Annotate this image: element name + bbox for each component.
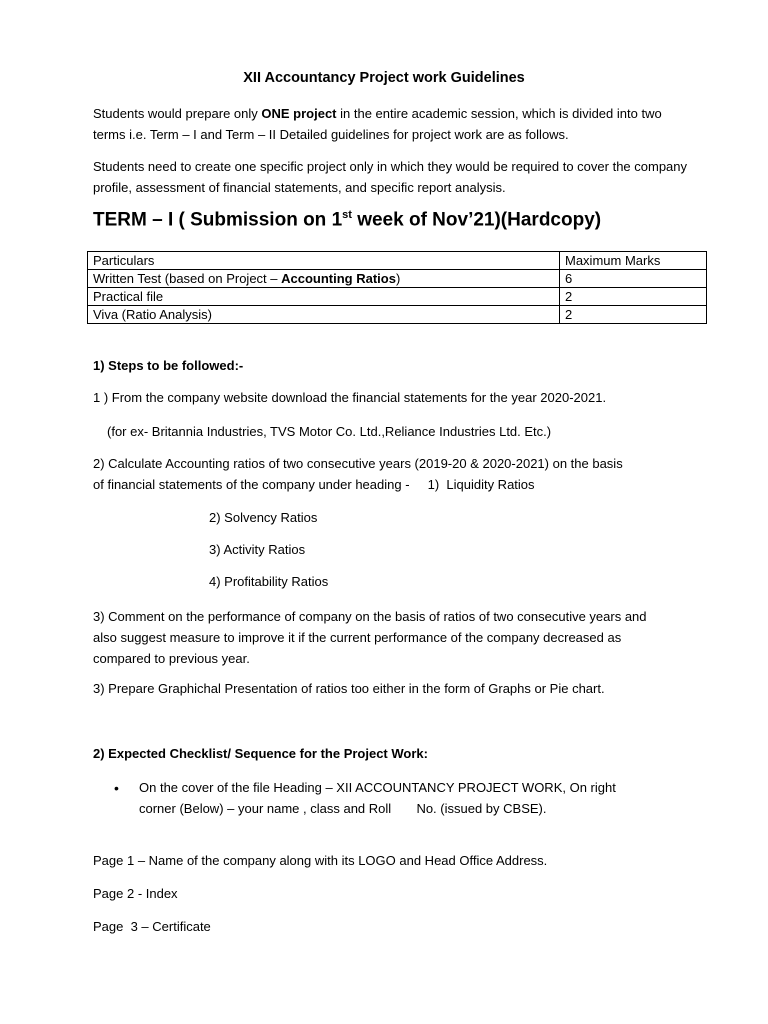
row-marks: 2 (560, 306, 707, 324)
ratio-item-activity: 3) Activity Ratios (209, 542, 306, 557)
header-particulars: Particulars (88, 252, 560, 270)
bullet-text-line-1: On the cover of the file Heading – XII ACCOUNTANCY PROJECT WORK, On right (139, 780, 616, 795)
row-particulars: Viva (Ratio Analysis) (88, 306, 560, 324)
term-heading-suffix: week of Nov’21)(Hardcopy) (351, 209, 602, 231)
step-4: 3) Prepare Graphichal Presentation of ratios too either in the form of Graphs or Pie chart. (93, 681, 605, 696)
term-heading-prefix: TERM – I ( Submission on 1 (93, 209, 343, 231)
bullet-icon: • (114, 780, 119, 796)
steps-heading: 1) Steps to be followed:- (93, 358, 244, 373)
row-marks: 2 (560, 288, 707, 306)
header-marks: Maximum Marks (560, 252, 707, 270)
bullet-text-line-2: corner (Below) – your name , class and Roll No. (issued by CBSE). (139, 801, 547, 816)
step-3: 3) Comment on the performance of company on the basis of ratios of two consecutive years and also suggest measure to improve it if the current performance of the company decreased as compared to previous year. (93, 609, 647, 666)
document-title: XII Accountancy Project work Guidelines (243, 70, 525, 86)
term-heading (93, 209, 601, 231)
table-row (88, 306, 707, 324)
intro-paragraph-1 (93, 103, 693, 145)
row-particulars: Practical file (88, 288, 560, 306)
checklist-page-1: Page 1 – Name of the company along with its LOGO and Head Office Address. (93, 853, 548, 868)
intro-text-start: Students would prepare only (93, 106, 262, 121)
step-2-line-2: of financial statements of the company under heading - 1) Liquidity Ratios (93, 477, 535, 492)
row-particulars (88, 270, 560, 288)
cell-text: Written Test (based on Project – (93, 271, 282, 286)
checklist-heading: 2) Expected Checklist/ Sequence for the Project Work: (93, 746, 428, 761)
table-row (88, 270, 707, 288)
intro-text-emphasis: ONE project (261, 106, 337, 121)
table-header-row (88, 252, 707, 270)
step-2-line-1: 2) Calculate Accounting ratios of two consecutive years (2019-20 & 2020-2021) on the basis (93, 456, 623, 471)
cell-text-bold: Accounting Ratios (281, 271, 396, 286)
term-heading-superscript: st (342, 209, 352, 221)
cell-text-end: ) (395, 271, 401, 286)
ratio-item-profitability: 4) Profitability Ratios (209, 574, 329, 589)
table-row (88, 288, 707, 306)
checklist-page-2: Page 2 - Index (93, 886, 178, 901)
checklist-page-3: Page 3 – Certificate (93, 919, 211, 934)
intro-text-end: in the entire academic session, which is divided into two terms i.e. Term – I and Term – II Detailed guidelines for project work are as follows. (93, 106, 662, 142)
marks-table (87, 251, 707, 324)
intro-paragraph-2: Students need to create one specific project only in which they would be required to cover the company profile, assessment of financial statements, and specific report analysis. (93, 159, 688, 195)
row-marks: 6 (560, 270, 707, 288)
step-1: 1 ) From the company website download the financial statements for the year 2020-2021. (93, 390, 607, 405)
step-1-example: (for ex- Britannia Industries, TVS Motor Co. Ltd.,Reliance Industries Ltd. Etc.) (107, 424, 552, 439)
ratio-item-solvency: 2) Solvency Ratios (209, 510, 318, 525)
